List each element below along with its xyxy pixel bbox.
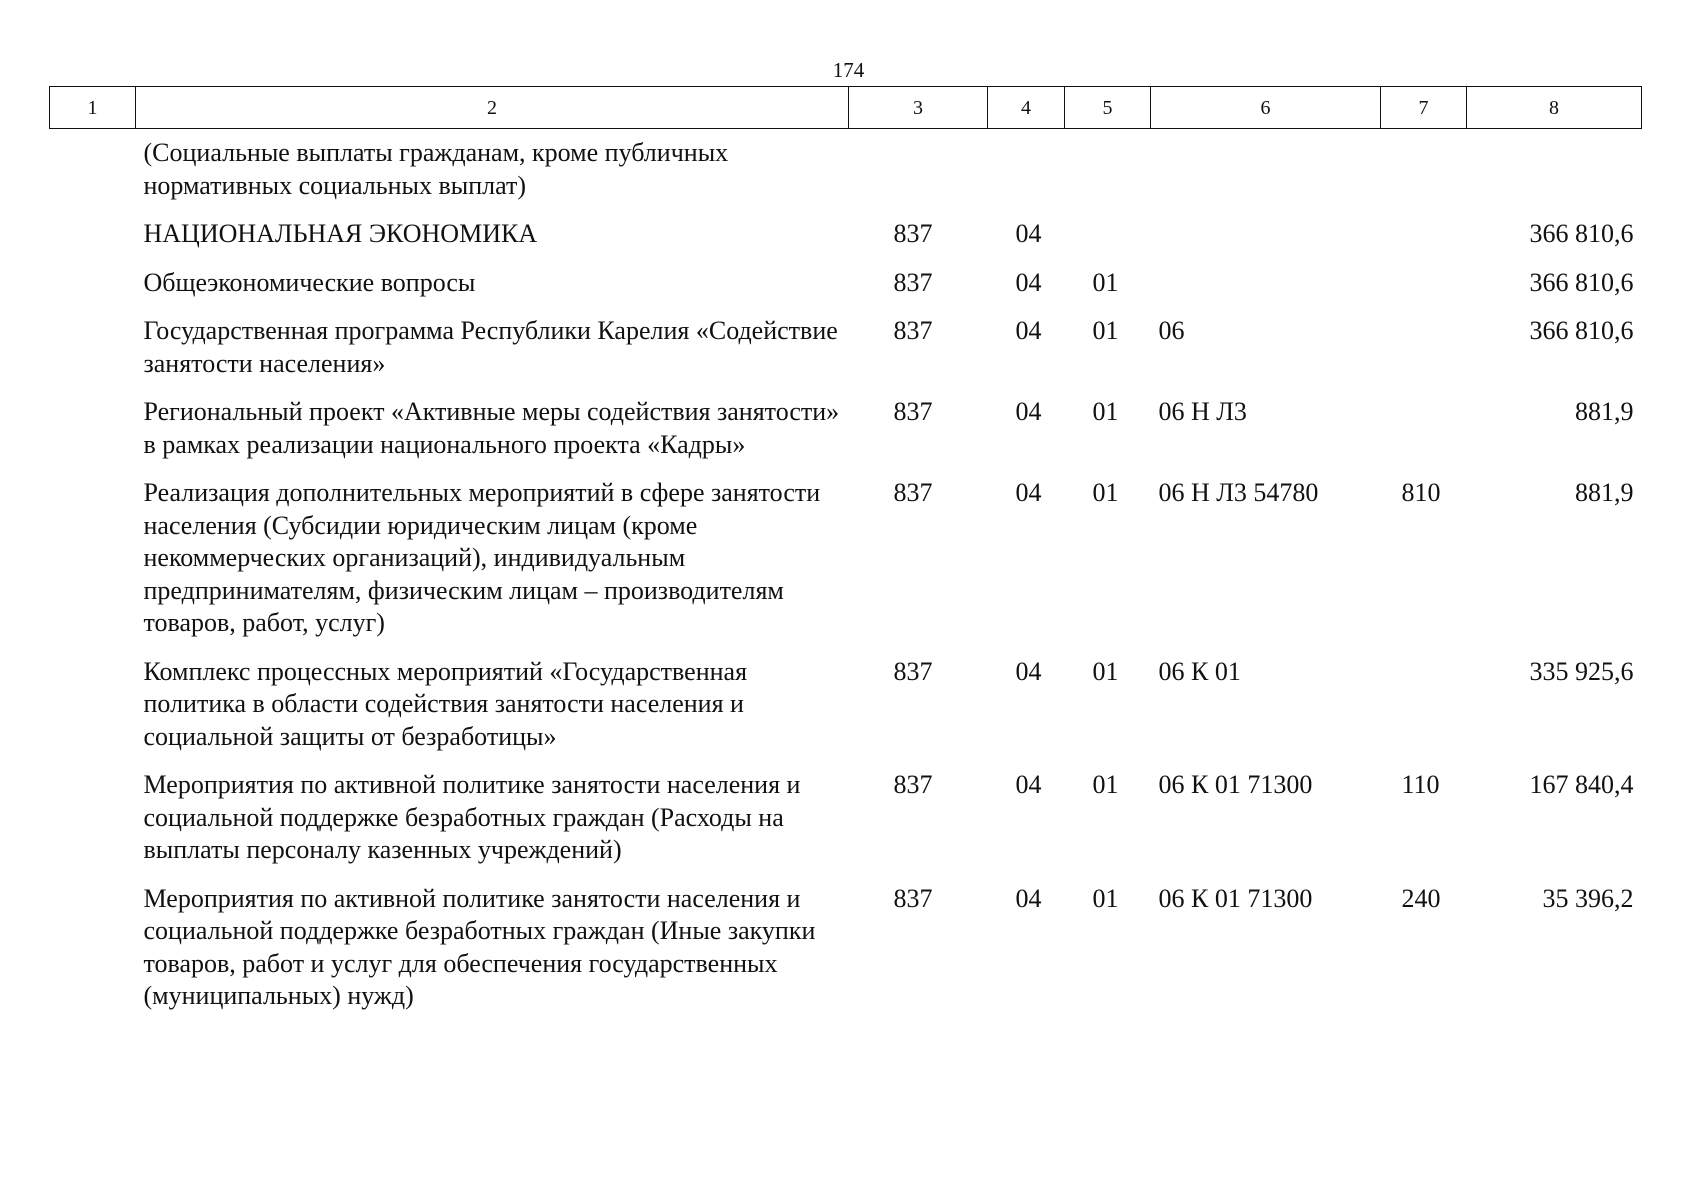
row-code-3: 837 [893,316,933,345]
row-code-3: 837 [893,656,933,686]
table-header-row [50,87,1642,129]
row-code-5: 01 [1092,478,1119,507]
row-code-6 [1151,267,1381,316]
page-number: 174 [832,58,865,82]
row-code-6: 06 К 01 71300 [1158,883,1313,913]
row-code-3: 837 [893,478,933,507]
table-row [50,129,1642,219]
row-code-3: 837 [893,219,933,248]
row-code-3: 837 [893,883,933,913]
table-row [50,769,1642,883]
row-code-4: 04 [1015,770,1042,799]
row-code-7 [1381,656,1467,770]
row-code-5 [1065,129,1151,219]
row-code-7 [1381,396,1467,477]
column-header: 7 [1381,87,1467,129]
row-code-4: 04 [1015,883,1042,913]
row-description: (Социальные выплаты гражданам, кроме публичных нормативных социальных выплат) [143,138,729,200]
row-code-7: 110 [1401,770,1440,799]
row-code-4 [988,129,1065,219]
column-header: 6 [1151,87,1381,129]
row-description: Государственная программа Республики Карелия «Содействие занятости населения» [143,316,838,378]
row-description: Мероприятия по активной политике занятости населения и социальной поддержке безработных граждан (Иные закупки товаров, работ и услуг для обеспечения государственных (муниципальных) нужд) [143,883,816,1010]
table-row [50,656,1642,770]
row-description: Региональный проект «Активные меры содействия занятости» в рамках реализации национального проекта «Кадры» [143,397,840,459]
column-header: 8 [1467,87,1642,129]
row-code-4: 04 [1015,267,1042,297]
column-header: 5 [1065,87,1151,129]
row-code-4: 04 [1015,478,1042,507]
row-amount: 335 925,6 [1529,656,1634,686]
row-code-6: 06 К 01 [1158,656,1241,686]
row-code-7 [1381,218,1467,267]
row-code-4: 04 [1015,219,1042,248]
row-amount [1467,129,1642,219]
column-header: 1 [50,87,136,129]
row-code-3 [849,129,988,219]
row-description: Общеэкономические вопросы [143,267,476,297]
row-code-7 [1381,315,1467,396]
row-code-5: 01 [1092,397,1119,426]
budget-table [49,86,1642,1029]
row-code-4: 04 [1015,316,1042,345]
row-code-3: 837 [893,770,933,799]
row-code-4: 04 [1015,656,1042,686]
table-row [50,267,1642,316]
row-description: Мероприятия по активной политике занятости населения и социальной поддержке безработных граждан (Расходы на выплаты персоналу казенных учреждений) [143,770,801,864]
row-code-5 [1065,218,1151,267]
row-code-5: 01 [1092,316,1119,345]
row-code-3: 837 [893,397,933,426]
table-row [50,218,1642,267]
row-code-7: 240 [1401,883,1441,913]
row-amount: 881,9 [1575,478,1634,507]
column-header: 4 [988,87,1065,129]
row-description: НАЦИОНАЛЬНАЯ ЭКОНОМИКА [143,219,538,248]
row-amount: 366 810,6 [1529,316,1634,345]
row-code-6: 06 К 01 71300 [1158,770,1313,799]
row-code-4: 04 [1015,397,1042,426]
row-amount: 366 810,6 [1529,267,1634,297]
row-code-6 [1151,129,1381,219]
row-amount: 366 810,6 [1529,219,1634,248]
row-amount: 35 396,2 [1542,883,1634,913]
row-code-7 [1381,129,1467,219]
row-code-5: 01 [1092,883,1119,913]
row-code-6: 06 Н Л3 54780 [1158,478,1319,507]
table-row [50,883,1642,1029]
column-header: 3 [849,87,988,129]
row-description: Комплекс процессных мероприятий «Государственная политика в области содействия занятости населения и социальной защиты от безработицы» [143,656,748,751]
row-code-6 [1151,218,1381,267]
row-amount: 167 840,4 [1529,770,1634,799]
row-code-7 [1381,267,1467,316]
table-row [50,315,1642,396]
row-code-5: 01 [1092,656,1119,686]
row-code-5: 01 [1092,770,1119,799]
row-code-7: 810 [1401,478,1441,507]
column-header: 2 [136,87,849,129]
row-code-6: 06 Н Л3 [1158,397,1247,426]
row-description: Реализация дополнительных мероприятий в сфере занятости населения (Субсидии юридическим лицам (кроме некоммерческих организаций), индивидуальным предпринимателям, физическим лицам – производителям товаров, работ, услуг) [143,478,821,637]
row-code-5: 01 [1092,267,1119,297]
table-row [50,396,1642,477]
row-amount: 881,9 [1575,397,1634,426]
row-code-3: 837 [893,267,933,297]
table-row [50,477,1642,656]
row-code-6: 06 [1158,316,1185,345]
